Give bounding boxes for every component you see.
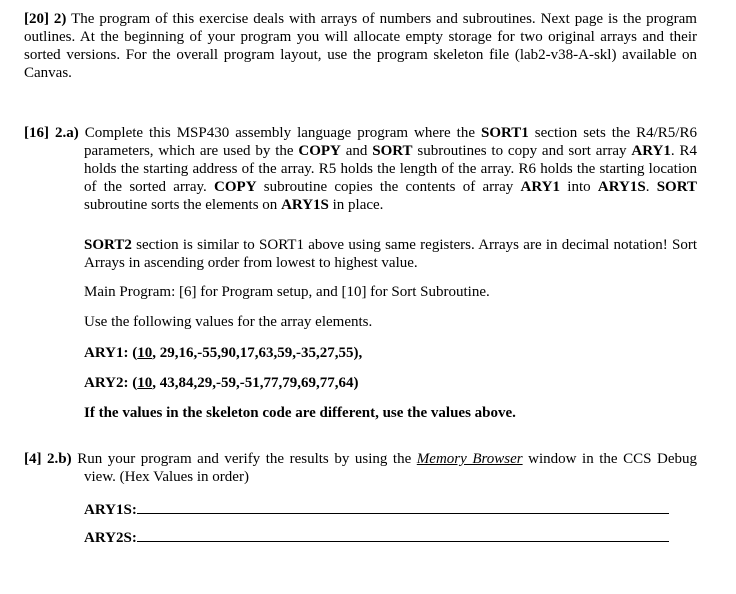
ary2s-answer-row [84, 527, 697, 547]
main-program-line: Main Program: [6] for Program setup, and [10] for Sort Subroutine. [84, 284, 490, 300]
question-2a [24, 124, 698, 421]
term-ary1: ARY1 [631, 143, 671, 159]
ary2-elements: , 43,84,29,-59,-51,77,79,69,77,64) [152, 375, 359, 391]
text: Complete this MSP430 assembly language program where the [84, 125, 481, 141]
text: Run your program and verify the results by using the [77, 451, 417, 467]
term-ary1: ARY1 [520, 179, 561, 195]
ary1s-answer-row [84, 499, 697, 519]
text: . [645, 179, 657, 195]
question-2b [24, 450, 698, 546]
question-2-text: The program of this exercise deals with arrays of numbers and subroutines. Next page is the program outlines. At the beginning of your program you will allocate empty storage for two original arrays and their sorted versions. For the overall program layout, use the program skeleton file (lab2-v38-A-skl) available on Canvas. [24, 11, 697, 81]
term-sort: SORT [372, 143, 413, 159]
term-copy: COPY [214, 179, 257, 195]
note-line: If the values in the skeleton code are different, use the values above. [84, 405, 516, 421]
memory-browser-link: Memory Browser [416, 451, 523, 467]
term-ary1s: ARY1S [597, 179, 646, 195]
question-2b-paragraph [24, 450, 697, 486]
text: section sets the R4/R5/R6 parameters, which are used by the [84, 125, 697, 159]
term-sort1: SORT1 [480, 125, 529, 141]
sort2-paragraph [84, 236, 697, 272]
question-2a-paragraph [24, 124, 697, 214]
text: and [340, 143, 373, 159]
ary2s-label: ARY2S: [84, 530, 137, 546]
text: subroutine sorts the elements on [84, 197, 282, 213]
text: in place. [328, 197, 384, 213]
ary1-label: ARY1: ( [84, 345, 138, 361]
question-2b-points: [4] 2.b) [24, 451, 72, 467]
text: section is similar to SORT1 above using same registers. Arrays are in decimal notation! Sort Arrays in ascending order from lowest to highest value. [84, 237, 697, 271]
question-2-points: [20] 2) [24, 11, 67, 27]
text: subroutine copies the contents of array [256, 179, 521, 195]
text: window in the CCS Debug view. (Hex Values in order) [84, 451, 698, 485]
text: subroutines to copy and sort array [412, 143, 632, 159]
ary1s-label: ARY1S: [84, 502, 137, 518]
term-sort: SORT [656, 179, 698, 195]
question-2 [24, 10, 697, 82]
term-ary1s: ARY1S [281, 197, 329, 213]
term-sort2: SORT2 [84, 237, 132, 253]
ary1-length: 10 [137, 345, 153, 361]
instructions-line: Use the following values for the array elements. [84, 314, 373, 330]
ary1-elements: , 29,16,-55,90,17,63,59,-35,27,55), [152, 345, 363, 361]
term-copy: COPY [298, 143, 341, 159]
ary2s-answer-blank[interactable] [137, 527, 669, 542]
text: into [560, 179, 598, 195]
text: . R4 holds the starting address of the array. R5 holds the length of the array. R6 holds the starting location of the sorted array. [84, 143, 697, 195]
question-2a-points: [16] 2.a) [24, 125, 79, 141]
ary2-length: 10 [137, 375, 153, 391]
ary2-label: ARY2: ( [84, 375, 138, 391]
ary2-values [84, 374, 697, 392]
ary1s-answer-blank[interactable] [137, 499, 669, 514]
ary1-values [84, 344, 697, 362]
